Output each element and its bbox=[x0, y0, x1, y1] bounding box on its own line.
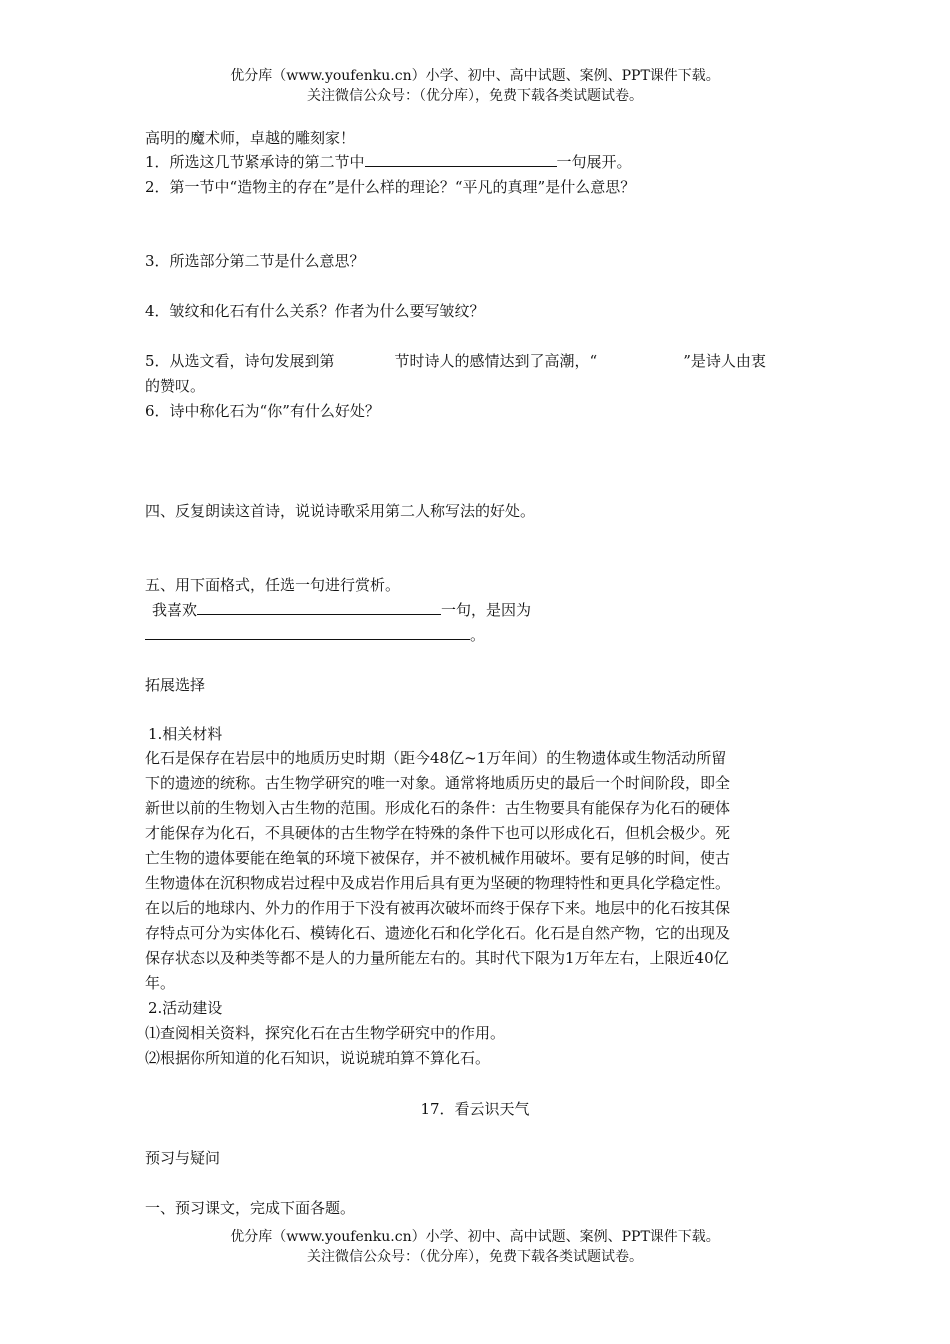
paragraph-line: 生物遗体在沉积物成岩过程中及成岩作用后具有更为坚硬的物理特性和更具化学稳定性。 bbox=[145, 874, 731, 892]
material-heading bbox=[145, 722, 810, 746]
paragraph-line: 下的遗迹的统称。古生物学研究的唯一对象。通常将地质历史的最后一个时间阶段，即全 bbox=[145, 774, 731, 792]
activity-heading-text: 2.活动建设 bbox=[148, 999, 223, 1017]
section-5-prefix: 我喜欢 bbox=[152, 601, 198, 619]
material-paragraph bbox=[145, 746, 810, 996]
preview-heading: 预习与疑问 bbox=[145, 1149, 221, 1167]
question-5-continued: 的赞叹。 bbox=[145, 377, 206, 395]
activity-item-1: ⑴查阅相关资料，探究化石在古生物学研究中的作用。 bbox=[145, 1024, 506, 1042]
question-5-middle: 节时诗人的感情达到了高潮，“ bbox=[394, 352, 598, 370]
answer-blank[interactable] bbox=[145, 624, 470, 640]
section-5-middle: 一句，是因为 bbox=[441, 601, 532, 619]
answer-blank[interactable] bbox=[197, 599, 441, 615]
answer-blank[interactable] bbox=[365, 151, 557, 167]
question-1 bbox=[145, 150, 810, 174]
question-5-tail: ”是诗人由衷 bbox=[683, 352, 766, 370]
section-5-heading: 五、用下面格式，任选一句进行赏析。 bbox=[145, 576, 401, 594]
page-footer-line-1: 优分库（www.youfenku.cn）小学、初中、高中试题、案例、PPT课件下载。 bbox=[230, 1229, 720, 1245]
page-footer-line-2: 关注微信公众号：（优分库），免费下载各类试题试卷。 bbox=[307, 1249, 643, 1265]
question-6: 6．诗中称化石为“你”有什么好处？ bbox=[145, 402, 380, 420]
question-3: 3．所选部分第二节是什么意思？ bbox=[145, 252, 365, 270]
material-heading-text: 1.相关材料 bbox=[148, 725, 223, 743]
question-4: 4．皱纹和化石有什么关系？作者为什么要写皱纹？ bbox=[145, 302, 485, 320]
section-5-end: 。 bbox=[470, 626, 486, 644]
question-5-text: 5．从选文看，诗句发展到第 bbox=[145, 352, 335, 370]
question-1-text: 1．所选这几节紧承诗的第二节中 bbox=[145, 153, 365, 171]
question-5 bbox=[145, 349, 810, 373]
preview-task: 一、预习课文，完成下面各题。 bbox=[145, 1199, 356, 1217]
paragraph-line: 化石是保存在岩层中的地质历史时期（距今48亿~1万年间）的生物遗体或生物活动所留 bbox=[145, 749, 727, 767]
extension-heading: 拓展选择 bbox=[145, 676, 206, 694]
paragraph-line: 新世以前的生物划入古生物的范围。形成化石的条件：古生物要具有能保存为化石的硬体 bbox=[145, 799, 731, 817]
page-header-line-2: 关注微信公众号：（优分库），免费下载各类试题试卷。 bbox=[307, 88, 643, 104]
activity-item-2: ⑵根据你所知道的化石知识，说说琥珀算不算化石。 bbox=[145, 1049, 491, 1067]
paragraph-line: 年。 bbox=[145, 974, 176, 992]
paragraph-line: 保存状态以及种类等都不是人的力量所能左右的。其时代下限为1万年左右，上限近40亿 bbox=[145, 949, 729, 967]
paragraph-line: 才能保存为化石，不具硬体的古生物学在特殊的条件下也可以形成化石，但机会极少。死 bbox=[145, 824, 731, 842]
lesson-title: 17．看云识天气 bbox=[420, 1100, 530, 1118]
paragraph-line: 在以后的地球内、外力的作用于下没有被再次破坏而终于保存下来。地层中的化石按其保 bbox=[145, 899, 731, 917]
question-2: 2．第一节中“造物主的存在”是什么样的理论？“平凡的真理”是什么意思？ bbox=[145, 178, 636, 196]
section-5-format bbox=[145, 598, 810, 622]
paragraph-line: 存特点可分为实体化石、模铸化石、遗迹化石和化学化石。化石是自然产物，它的出现及 bbox=[145, 924, 731, 942]
poem-closing-line: 高明的魔术师，卓越的雕刻家！ bbox=[145, 129, 356, 147]
section-5-reason-line bbox=[145, 623, 810, 647]
section-4-heading: 四、反复朗读这首诗，说说诗歌采用第二人称写法的好处。 bbox=[145, 502, 536, 520]
question-1-tail: 一句展开。 bbox=[556, 153, 632, 171]
activity-heading bbox=[145, 996, 810, 1020]
paragraph-line: 亡生物的遗体要能在绝氧的环境下被保存，并不被机械作用破坏。要有足够的时间，使古 bbox=[145, 849, 731, 867]
page-header-line-1: 优分库（www.youfenku.cn）小学、初中、高中试题、案例、PPT课件下载。 bbox=[230, 68, 720, 84]
